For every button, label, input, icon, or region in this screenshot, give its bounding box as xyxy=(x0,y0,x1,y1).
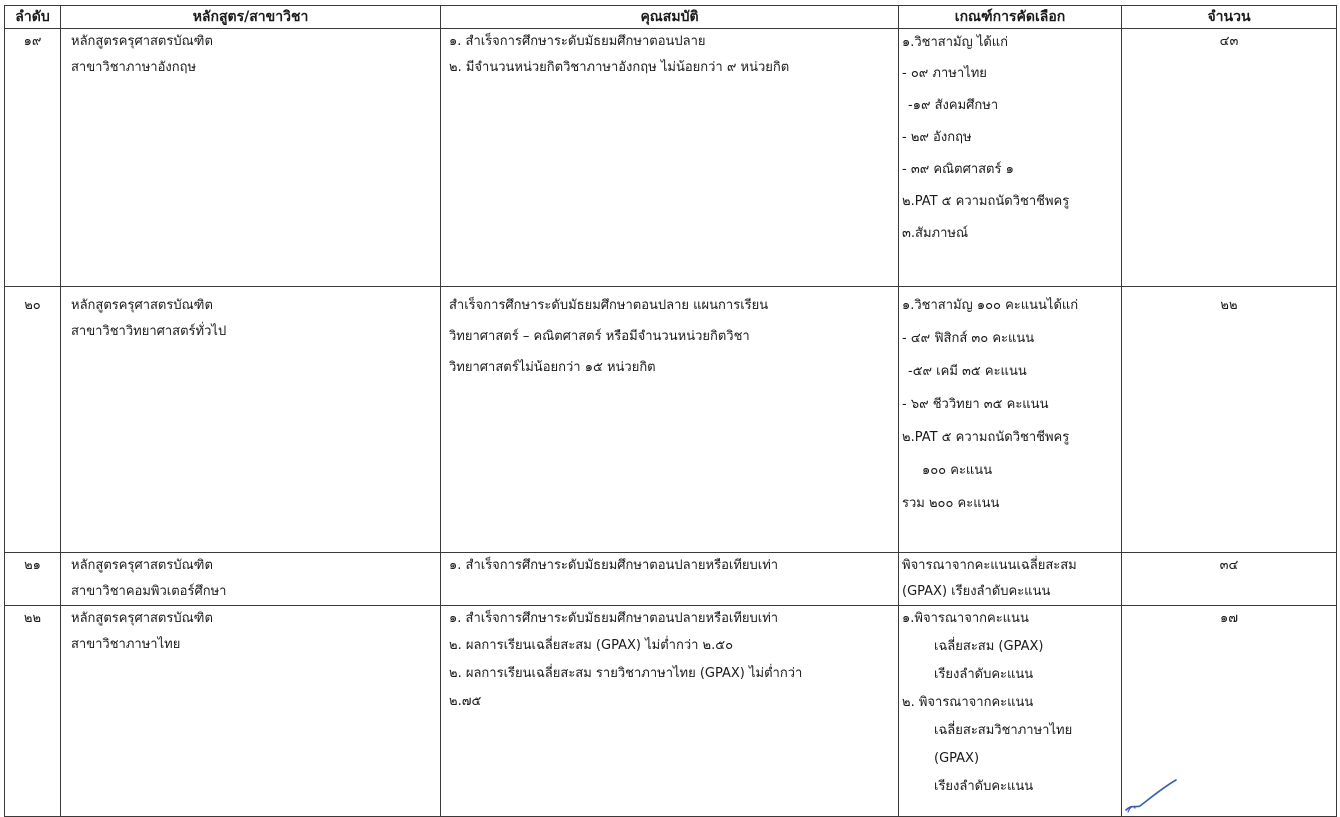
criteria-line: -๑๙ สังคมศึกษา xyxy=(908,98,999,113)
criteria-line: -๕๙ เคมี ๓๕ คะแนน xyxy=(908,364,1027,379)
criteria-line: เฉลี่ยสะสม (GPAX) xyxy=(934,639,1044,654)
program-line: หลักสูตรครุศาสตรบัณฑิต xyxy=(71,34,213,49)
qualification-line: วิทยาศาสตร์ – คณิตศาสตร์ หรือมีจำนวนหน่วยกิตวิชา xyxy=(449,329,750,344)
criteria-line: - ๖๙ ชีววิทยา ๓๕ คะแนน xyxy=(902,397,1049,412)
criteria-cell xyxy=(899,29,1122,287)
criteria-line: - ๒๙ อังกฤษ xyxy=(902,130,972,145)
qualification-line: ๑. สำเร็จการศึกษาระดับมัธยมศึกษาตอนปลาย xyxy=(449,34,706,49)
program-line: หลักสูตรครุศาสตรบัณฑิต xyxy=(71,298,213,313)
criteria-cell xyxy=(899,553,1122,606)
header-row xyxy=(5,6,1337,29)
count-cell xyxy=(1122,287,1337,553)
row-number: ๒๐ xyxy=(24,298,41,313)
row-number: ๒๑ xyxy=(24,558,41,573)
qualifications-cell xyxy=(441,287,899,553)
program-cell xyxy=(61,287,441,553)
row-number-cell xyxy=(5,553,61,606)
header-count: จำนวน xyxy=(1122,6,1337,29)
program-line: สาขาวิชาวิทยาศาสตร์ทั่วไป xyxy=(71,324,227,339)
qualification-line: ๒. ผลการเรียนเฉลี่ยสะสม รายวิชาภาษาไทย (GPAX) ไม่ต่ำกว่า xyxy=(449,666,803,681)
qualifications-cell xyxy=(441,29,899,287)
header-no: ลำดับ xyxy=(5,6,61,29)
qualification-line: ๒. ผลการเรียนเฉลี่ยสะสม (GPAX) ไม่ต่ำกว่า ๒.๕๐ xyxy=(449,638,734,653)
criteria-line: ๑.วิชาสามัญ ๑๐๐ คะแนนได้แก่ xyxy=(902,298,1079,313)
criteria-cell xyxy=(899,606,1122,817)
criteria-line: เรียงลำดับคะแนน xyxy=(934,667,1034,682)
qualifications-cell xyxy=(441,606,899,817)
qualification-line: ๑. สำเร็จการศึกษาระดับมัธยมศึกษาตอนปลายหรือเทียบเท่า xyxy=(449,558,779,573)
program-cell xyxy=(61,29,441,287)
criteria-line: รวม ๒๐๐ คะแนน xyxy=(902,496,1000,511)
criteria-line: ๒.PAT ๕ ความถนัดวิชาชีพครู xyxy=(902,194,1070,209)
criteria-line: (GPAX) เรียงลำดับคะแนน xyxy=(902,584,1051,599)
qualification-line: ๒.๗๕ xyxy=(449,694,482,709)
qualifications-cell xyxy=(441,553,899,606)
criteria-line: - ๐๙ ภาษาไทย xyxy=(902,66,987,81)
header-program: หลักสูตร/สาขาวิชา xyxy=(61,6,441,29)
count-cell xyxy=(1122,29,1337,287)
program-cell xyxy=(61,606,441,817)
row-number-cell xyxy=(5,29,61,287)
criteria-line: ๑๐๐ คะแนน xyxy=(922,463,993,478)
criteria-line: - ๓๙ คณิตศาสตร์ ๑ xyxy=(902,162,1014,177)
count-value: ๔๓ xyxy=(1219,34,1239,49)
program-line: สาขาวิชาคอมพิวเตอร์ศึกษา xyxy=(71,584,227,599)
count-value: ๓๔ xyxy=(1219,558,1239,573)
table-row xyxy=(5,29,1337,287)
count-value: ๒๒ xyxy=(1220,298,1238,313)
criteria-line: เฉลี่ยสะสมวิชาภาษาไทย xyxy=(934,723,1073,738)
table-row xyxy=(5,553,1337,606)
criteria-line: ๒.PAT ๕ ความถนัดวิชาชีพครู xyxy=(902,430,1070,445)
signature-mark xyxy=(1118,774,1208,814)
criteria-line: (GPAX) xyxy=(934,751,980,766)
qualification-line: วิทยาศาสตร์ไม่น้อยกว่า ๑๕ หน่วยกิต xyxy=(449,360,656,375)
criteria-line: พิจารณาจากคะแนนเฉลี่ยสะสม xyxy=(902,558,1077,573)
count-cell xyxy=(1122,553,1337,606)
row-number-cell xyxy=(5,606,61,817)
program-line: สาขาวิชาภาษาไทย xyxy=(71,637,181,652)
qualification-line: ๑. สำเร็จการศึกษาระดับมัธยมศึกษาตอนปลายหรือเทียบเท่า xyxy=(449,611,779,626)
criteria-line: ๑.วิชาสามัญ ได้แก่ xyxy=(902,35,1009,50)
criteria-line: - ๔๙ ฟิสิกส์ ๓๐ คะแนน xyxy=(902,331,1035,346)
header-criteria: เกณฑ์การคัดเลือก xyxy=(899,6,1122,29)
header-qualifications: คุณสมบัติ xyxy=(441,6,899,29)
count-value: ๑๗ xyxy=(1219,611,1239,626)
criteria-line: เรียงลำดับคะแนน xyxy=(934,779,1034,794)
qualification-line: ๒. มีจำนวนหน่วยกิตวิชาภาษาอังกฤษ ไม่น้อยกว่า ๙ หน่วยกิต xyxy=(449,60,790,75)
criteria-cell xyxy=(899,287,1122,553)
program-cell xyxy=(61,553,441,606)
criteria-line: ๓.สัมภาษณ์ xyxy=(902,226,969,241)
criteria-line: ๑.พิจารณาจากคะแนน xyxy=(902,611,1029,626)
qualification-line: สำเร็จการศึกษาระดับมัธยมศึกษาตอนปลาย แผนการเรียน xyxy=(449,298,769,313)
row-number-cell xyxy=(5,287,61,553)
program-line: สาขาวิชาภาษาอังกฤษ xyxy=(71,60,197,75)
row-number: ๑๙ xyxy=(23,34,42,49)
program-line: หลักสูตรครุศาสตรบัณฑิต xyxy=(71,558,213,573)
program-line: หลักสูตรครุศาสตรบัณฑิต xyxy=(71,611,213,626)
row-number: ๒๒ xyxy=(23,611,42,626)
criteria-line: ๒. พิจารณาจากคะแนน xyxy=(902,695,1034,710)
admission-table xyxy=(4,5,1337,817)
table-row xyxy=(5,287,1337,553)
